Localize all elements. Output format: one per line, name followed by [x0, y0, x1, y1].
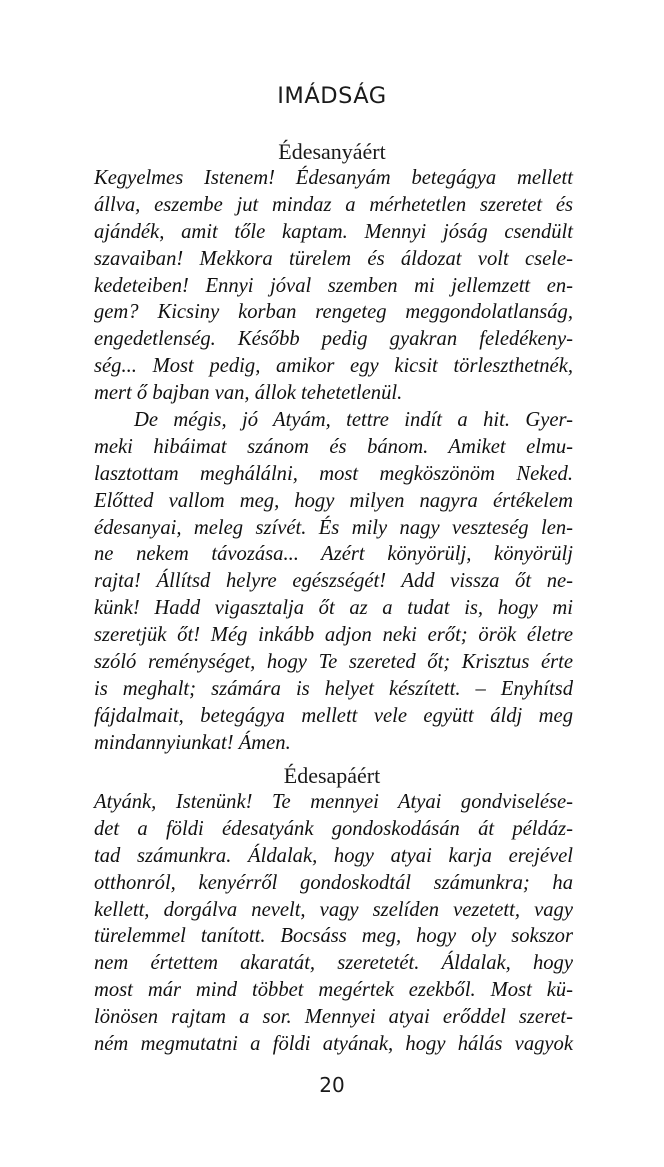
text-line: otthonról, kenyérről gondoskodtál számunkra; ha — [94, 871, 573, 894]
text-line: Kegyelmes Istenem! Édesanyám betegágya mellett — [94, 167, 573, 189]
text-line: Előtted vallom meg, hogy milyen nagyra értékelem — [94, 489, 573, 512]
text-line: det a földi édesatyánk gondoskodásán át példáz- — [94, 817, 573, 840]
text-line: most már mind többet megértek ezekből. Most kü- — [94, 979, 573, 1002]
page-number: 20 — [319, 1073, 345, 1097]
text-line: tad számunkra. Áldalak, hogy atyai karja erejével — [94, 844, 573, 867]
text-line: is meghalt; számára is helyet készített. – Enyhítsd — [94, 677, 573, 700]
prayer-text-edesapaert — [94, 789, 573, 1058]
text-line: ne nekem távozása... Azért könyörülj, könyörülj — [94, 543, 573, 566]
text-line: kedeteiben! Ennyi jóval szemben mi jellemzett en- — [94, 274, 573, 297]
running-header: IMÁDSÁG — [277, 83, 387, 109]
text-line: mindannyiunkat! Ámen. — [94, 731, 291, 754]
text-line: szeretjük őt! Még inkább adjon neki erőt; örök életre — [94, 624, 573, 647]
text-line: ség... Most pedig, amikor egy kicsit törleszthetnék, — [94, 355, 573, 378]
text-line: meki hibáimat szánom és bánom. Amiket elmu- — [94, 435, 573, 458]
text-line: engedetlenség. Később pedig gyakran feledékeny- — [94, 328, 573, 351]
text-line: szóló reménységet, hogy Te szereted őt; Krisztus érte — [94, 651, 573, 674]
text-line: kellett, dorgálva nevelt, vagy szelíden vezetett, vagy — [94, 898, 573, 921]
section-title-edesanyaert: Édesanyáért — [278, 139, 386, 164]
text-line: gem? Kicsiny korban rengeteg meggondolatlanság, — [94, 301, 573, 324]
text-line: ném megmutatni a földi atyának, hogy hálás vagyok — [94, 1033, 573, 1056]
prayer-text-edesanyaert — [94, 165, 573, 757]
section-title-edesapaert: Édesapáért — [283, 763, 381, 788]
text-line: mert ő bajban van, állok tehetetlenül. — [94, 382, 403, 405]
text-line: fájdalmait, betegágya mellett vele együtt áldj meg — [94, 704, 573, 727]
text-line: Atyánk, Istenünk! Te mennyei Atyai gondviselése- — [94, 791, 573, 813]
text-line: rajta! Állítsd helyre egészségét! Add vissza őt ne- — [94, 570, 573, 593]
text-line: De mégis, jó Atyám, tettre indít a hit. Gyer- — [134, 409, 573, 432]
text-line: ajándék, amit tőle kaptam. Mennyi jóság csendült — [94, 220, 573, 243]
text-line: nem értettem akaratát, szeretetét. Áldalak, hogy — [94, 952, 573, 975]
text-line: türelemmel tanított. Bocsáss meg, hogy oly sokszor — [94, 925, 573, 948]
text-line: lasztottam meghálálni, most megköszönöm Neked. — [94, 462, 573, 485]
text-line: lönösen rajtam a sor. Mennyei atyai erőddel szeret- — [94, 1006, 573, 1029]
text-line: szavaiban! Mekkora türelem és áldozat volt csele- — [94, 247, 573, 270]
text-line: édesanyai, meleg szívét. És mily nagy veszteség len- — [94, 516, 573, 539]
text-line: künk! Hadd vigasztalja őt az a tudat is, hogy mi — [94, 597, 573, 620]
text-line: állva, eszembe jut mindaz a mérhetetlen szeretet és — [94, 193, 573, 216]
